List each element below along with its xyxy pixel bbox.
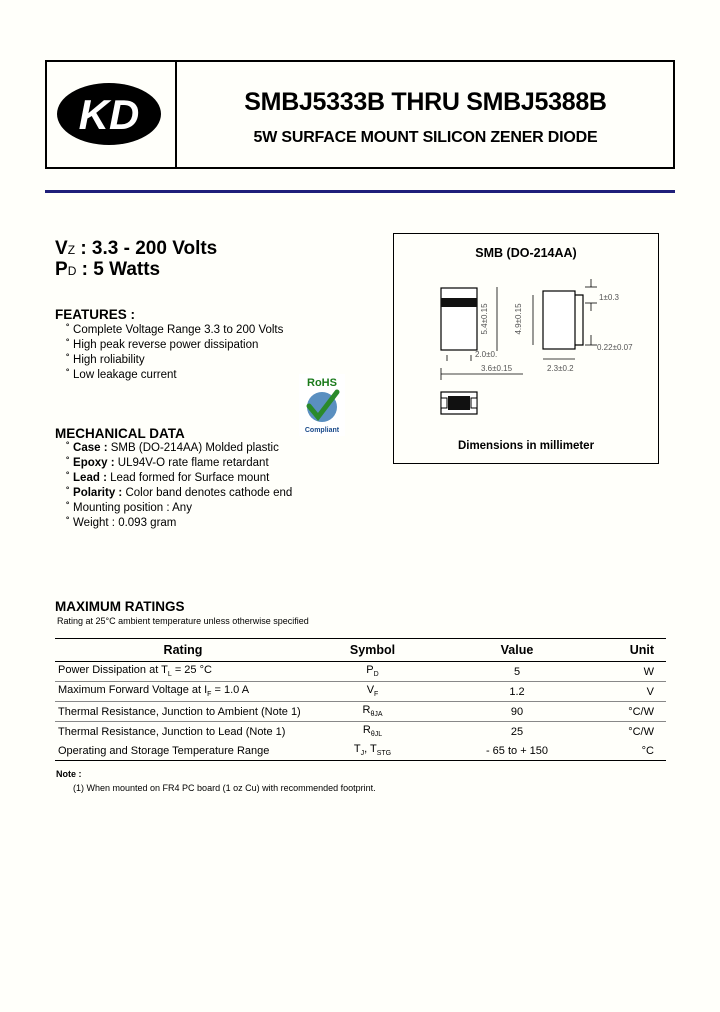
col-rating: Rating [55, 639, 309, 662]
ratings-table [55, 638, 666, 761]
rohs-label: RoHS [307, 377, 337, 389]
feature-item: ˚ Complete Voltage Range 3.3 to 200 Volts [66, 324, 284, 336]
ratings-note: Rating at 25°C ambient temperature unless otherwise specified [57, 616, 309, 626]
cathode-band [441, 298, 477, 307]
mech-item: ˚ Weight : 0.093 gram [66, 517, 177, 529]
mech-item: ˚ Polarity : Color band denotes cathode end [66, 487, 293, 499]
package-dims-caption: Dimensions in millimeter [457, 440, 595, 452]
pd-value: : 5 Watts [81, 259, 161, 280]
svg-text:3.6±0.15: 3.6±0.15 [481, 364, 513, 373]
svg-text:5.4±0.15: 5.4±0.15 [480, 303, 489, 335]
header-divider [45, 190, 675, 193]
feature-item: ˚ High peak reverse power dissipation [66, 339, 259, 351]
feature-item: ˚ High roliability [66, 354, 145, 366]
svg-text:0.22±0.07: 0.22±0.07 [597, 343, 633, 352]
table-row: Maximum Forward Voltage at $I_F = 1.0$ A $V_F$ 1.2 V [55, 682, 666, 702]
vz-spec [55, 238, 217, 260]
note-text: (1) When mounted on FR4 PC board (1 oz Cu) with recommended footprint. [73, 783, 376, 793]
mech-item: ˚ Case : SMB (DO-214AA) Molded plastic [66, 442, 279, 454]
package-title: SMB (DO-214AA) [475, 246, 577, 260]
rohs-badge [299, 374, 345, 436]
mech-item: ˚ Epoxy : UL94V-O rate flame retardant [66, 457, 269, 469]
table-row: Operating and Storage Temperature Range $T_J$, $T_{STG}$ - 65 to + 150 °C [55, 741, 666, 761]
page-title: SMBJ5333B THRU SMBJ5388B [244, 88, 607, 116]
vz-value: : 3.3 - 200 Volts [80, 238, 218, 259]
note-label: Note : [56, 769, 82, 779]
col-unit: Unit [598, 639, 666, 662]
vz-sub: Z [67, 243, 76, 257]
page-subtitle: 5W SURFACE MOUNT SILICON ZENER DIODE [253, 129, 598, 146]
mech-item: ˚ Lead : Lead formed for Surface mount [66, 472, 270, 484]
table-header-row [55, 639, 666, 662]
svg-text:2.3±0.2: 2.3±0.2 [547, 364, 574, 373]
logo-cell [47, 62, 177, 167]
mechanical-title: MECHANICAL DATA [55, 426, 185, 441]
package-drawing [393, 265, 659, 440]
table-row: Thermal Resistance, Junction to Ambient (Note 1) $R_{\theta JA}$ 90 °C/W [55, 702, 666, 722]
mech-item: ˚ Mounting position : Any [66, 502, 192, 514]
table-row: Thermal Resistance, Junction to Lead (Note 1) $R_{\theta JL}$ 25 °C/W [58, 724, 654, 739]
col-value: Value [436, 639, 598, 662]
svg-text:4.9±0.15: 4.9±0.15 [514, 303, 523, 335]
kd-logo [47, 62, 171, 167]
ratings-title: MAXIMUM RATINGS [55, 599, 185, 614]
pd-sub: D [67, 264, 77, 278]
rohs-sublabel: Compliant [304, 427, 340, 434]
features-title: FEATURES : [55, 307, 135, 322]
col-symbol: Symbol [309, 639, 436, 662]
svg-text:1±0.3: 1±0.3 [599, 293, 619, 302]
svg-text:2.0±0.: 2.0±0. [475, 350, 498, 359]
pd-symbol: P [55, 259, 68, 280]
feature-item: ˚ Low leakage current [66, 369, 177, 381]
table-row: Power Dissipation at $T_L = 25$ °C $P_D$ 5 W [55, 662, 666, 682]
logo-text: KD [78, 91, 140, 138]
pd-spec [55, 259, 160, 281]
vz-symbol: V [55, 238, 68, 259]
